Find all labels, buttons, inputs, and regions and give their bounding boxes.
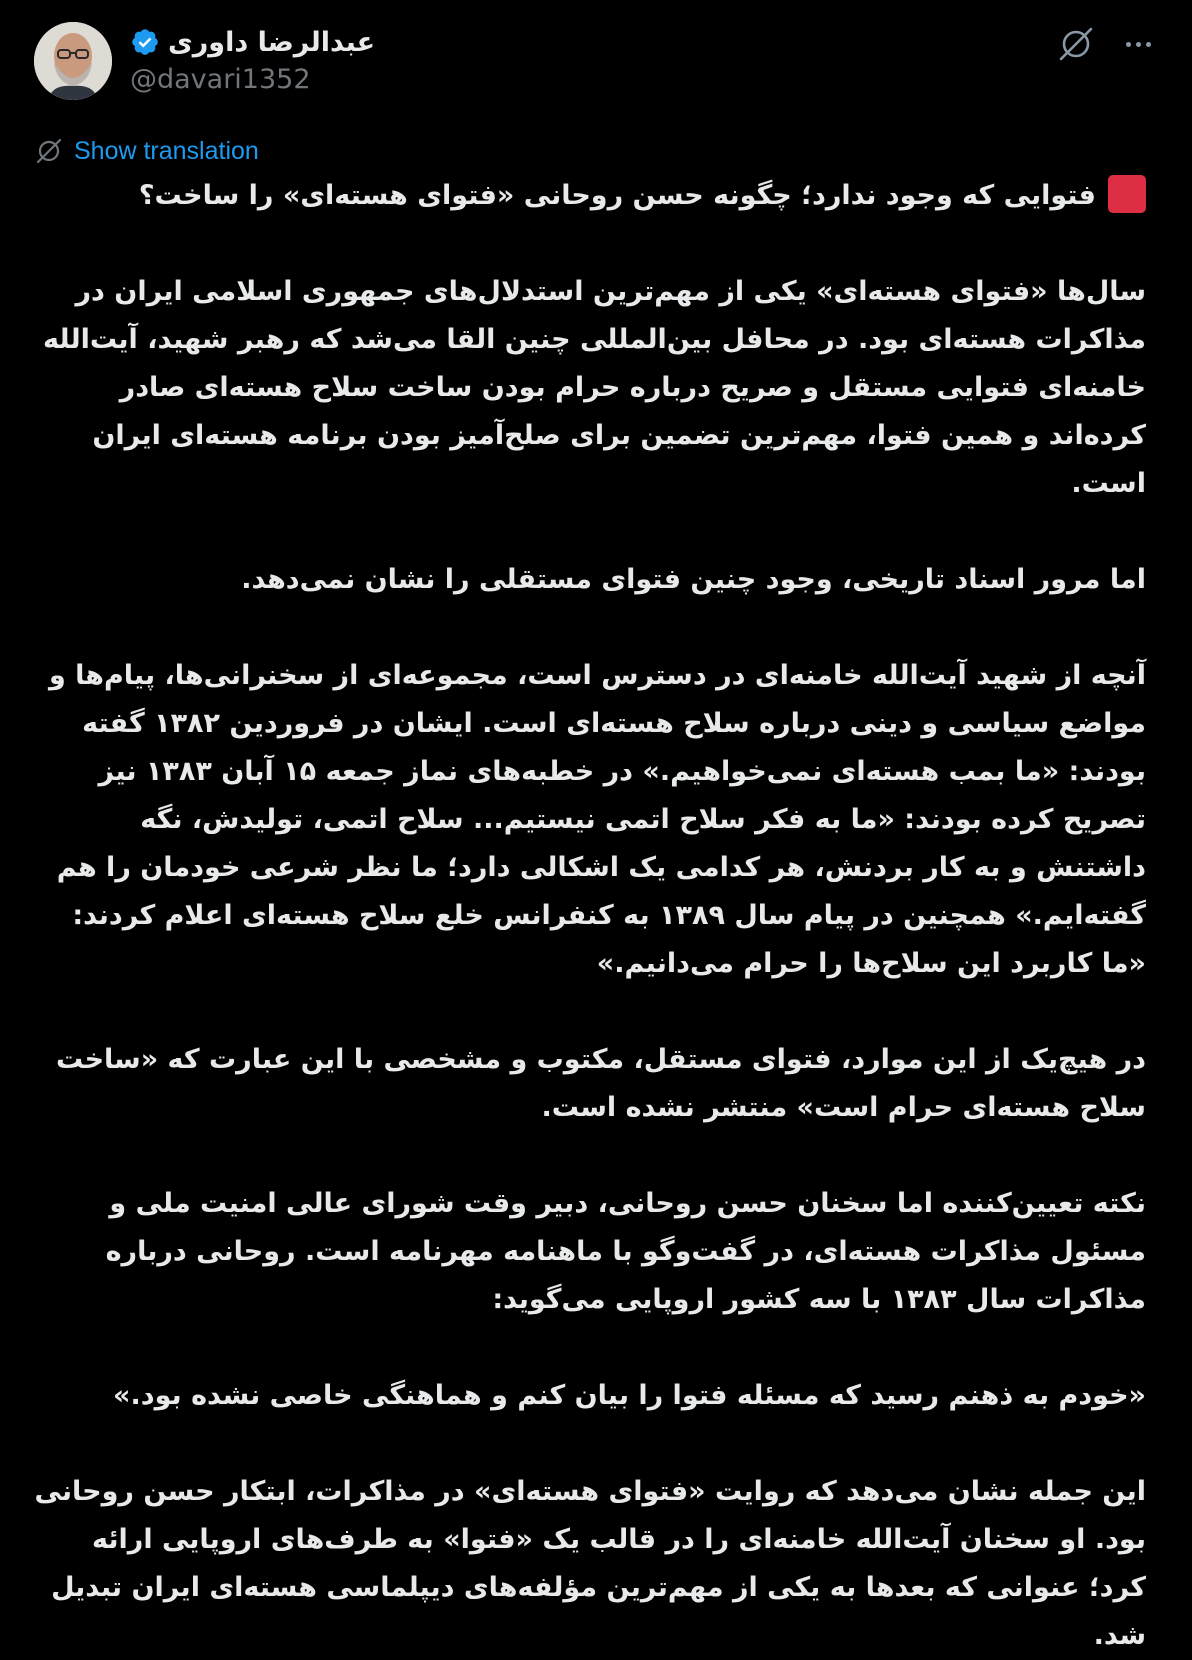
quote-paragraph: «خودم به ذهنم رسید که مسئله فتوا را بیان کنم و هماهنگی خاصی نشده بود.»	[113, 1380, 1146, 1411]
paragraph: سال‌ها «فتوای هسته‌ای» یکی از مهم‌ترین استدلال‌های جمهوری اسلامی ایران در مذاکرات هسته‌ای بود. در محافل بین‌المللی چنین القا می‌شد که رهبر شهید، آیت‌الله خامنه‌ای فتوایی مستقل و صریح درباره حرام بودن ساخت سلاح هسته‌ای صادر کرده‌اند و همین فتوا، مهم‌ترین تضمین برای صلح‌آمیز بودن برنامه هسته‌ای ایران است.	[43, 276, 1146, 499]
tweet-header	[34, 22, 1164, 102]
red-square-icon	[1108, 175, 1146, 213]
show-translation-label: Show translation	[74, 136, 259, 165]
paragraph: آنچه از شهید آیت‌الله خامنه‌ای در دسترس است، مجموعه‌ای از سخنرانی‌ها، پیام‌ها و مواضع سیاسی و دینی درباره سلاح هسته‌ای است. ایشان در فروردین ۱۳۸۲ گفته بودند: «ما بمب هسته‌ای نمی‌خواهیم.» در خطبه‌های نماز جمعه ۱۵ آبان ۱۳۸۳ نیز تصریح کرده بودند: «ما به فکر سلاح اتمی نیستیم... سلاح اتمی، تولیدش، نگه داشتنش و به کار بردنش، هر کدامی یک اشکالی دارد؛ ما نظر شرعی خودمان را هم گفته‌ایم.» همچنین در پیام سال ۱۳۸۹ به کنفرانس خلع سلاح هسته‌ای اعلام کردند: «ما کاربرد این سلاح‌ها را حرام می‌دانیم.»	[48, 660, 1146, 979]
paragraph: در هیچ‌یک از این موارد، فتوای مستقل، مکتوب و مشخصی با این عبارت که «ساخت سلاح هسته‌ای حرام است» منتشر نشده است.	[55, 1044, 1146, 1123]
more-icon	[1126, 42, 1131, 47]
more-options-button[interactable]	[1116, 26, 1160, 62]
paragraph: اما مرور اسناد تاریخی، وجود چنین فتوای مستقلی را نشان نمی‌دهد.	[241, 564, 1146, 595]
grok-icon	[34, 136, 64, 166]
display-name[interactable]: عبدالرضا داوری	[168, 26, 376, 58]
grok-icon	[1056, 24, 1096, 64]
author-names	[130, 24, 375, 95]
paragraph: نکته تعیین‌کننده اما سخنان حسن روحانی، دبیر وقت شورای عالی امنیت ملی و مسئول مذاکرات هسته‌ای، در گفت‌وگو با ماهنامه مهرنامه است. روحانی درباره مذاکرات سال ۱۳۸۳ با سه کشور اروپایی می‌گوید:	[105, 1188, 1146, 1315]
show-translation-link[interactable]	[34, 136, 259, 166]
avatar[interactable]	[34, 22, 112, 100]
author-handle[interactable]: @davari1352	[130, 64, 311, 95]
tweet-title-row	[34, 172, 1146, 220]
verified-badge-icon	[130, 27, 160, 57]
paragraph: این جمله نشان می‌دهد که روایت «فتوای هسته‌ای» در مذاکرات، ابتکار حسن روحانی بود. او سخنان آیت‌الله خامنه‌ای را در قالب یک «فتوا» به طرف‌های اروپایی ارائه کرد؛ عنوانی که بعدها به یکی از مهم‌ترین مؤلفه‌های دیپلماسی هسته‌ای ایران تبدیل شد.	[34, 1476, 1146, 1651]
grok-button[interactable]	[1056, 24, 1096, 64]
tweet-text	[34, 172, 1146, 1660]
tweet-title: فتوایی که وجود ندارد؛ چگونه حسن روحانی «فتوای هسته‌ای» را ساخت؟	[138, 180, 1096, 211]
name-row	[130, 24, 375, 60]
